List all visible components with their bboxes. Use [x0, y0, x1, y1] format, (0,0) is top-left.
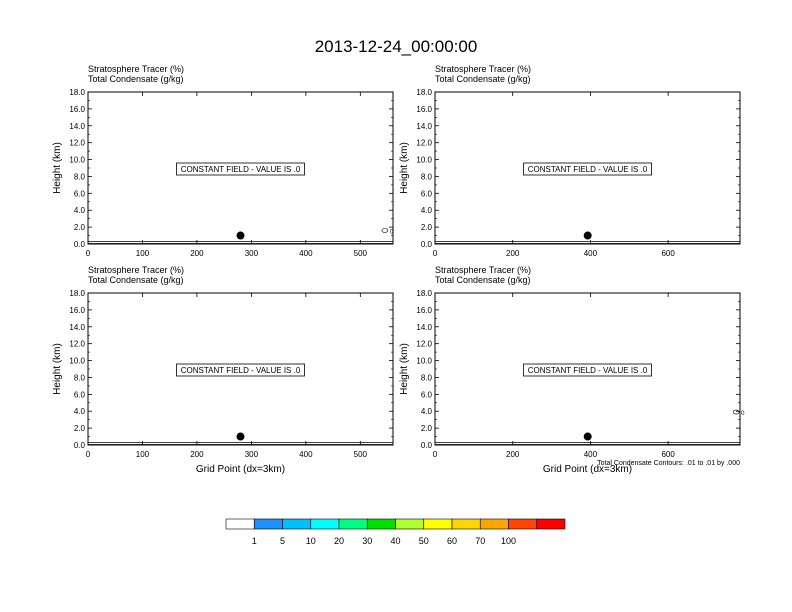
- contour-label: 0: [741, 411, 745, 418]
- colorbar-label: 100: [500, 536, 517, 546]
- x-tick-label: 400: [299, 450, 313, 459]
- y-tick-label: 16.0: [416, 104, 432, 114]
- field-label-tracer: Stratosphere Tracer (%): [435, 64, 532, 74]
- colorbar-label: 70: [475, 536, 486, 546]
- y-tick-label: 10.0: [69, 155, 85, 165]
- y-tick-label: 0.0: [420, 441, 432, 450]
- y-tick-label: 18.0: [416, 88, 432, 97]
- y-tick-label: 6.0: [420, 390, 432, 400]
- x-tick-label: 400: [583, 249, 598, 258]
- x-tick-label: 500: [353, 450, 368, 459]
- panels-group: [52, 64, 745, 475]
- y-tick-label: 6.0: [73, 390, 85, 400]
- y-axis-label: Height (km): [399, 142, 410, 194]
- y-tick-label: 18.0: [69, 289, 85, 298]
- colorbar-label: 1: [251, 536, 257, 546]
- constant-field-label: CONSTANT FIELD - VALUE IS .0: [180, 366, 301, 375]
- x-tick-label: 200: [506, 450, 520, 459]
- y-tick-label: 16.0: [69, 104, 85, 114]
- y-tick-label: 0.0: [73, 441, 85, 450]
- x-tick-label: 0: [85, 249, 91, 258]
- colorbar-swatch: [480, 519, 508, 529]
- x-tick-label: 400: [299, 249, 313, 258]
- x-tick-label: 100: [135, 450, 150, 459]
- constant-field-label: CONSTANT FIELD - VALUE IS .0: [180, 165, 301, 174]
- y-tick-label: 14.0: [416, 322, 432, 332]
- y-tick-label: 8.0: [420, 373, 432, 383]
- y-tick-label: 18.0: [416, 289, 432, 298]
- colorbar: [226, 519, 565, 546]
- field-label-condensate: Total Condensate (g/kg): [435, 74, 531, 84]
- y-tick-label: 8.0: [73, 172, 85, 182]
- y-axis-label: Height (km): [52, 142, 63, 194]
- y-tick-label: 2.0: [73, 223, 85, 233]
- field-label-condensate: Total Condensate (g/kg): [88, 275, 184, 285]
- x-tick-label: 500: [353, 249, 368, 258]
- location-marker: [584, 433, 592, 441]
- colorbar-swatch: [537, 519, 565, 529]
- contour-line: [382, 228, 388, 232]
- contour-line: [733, 410, 739, 414]
- constant-field-label: CONSTANT FIELD - VALUE IS .0: [527, 165, 648, 174]
- panel-4: [399, 265, 745, 475]
- field-label-condensate: Total Condensate (g/kg): [435, 275, 531, 285]
- field-label-tracer: Stratosphere Tracer (%): [88, 64, 185, 74]
- y-tick-label: 2.0: [420, 223, 432, 233]
- x-tick-label: 200: [190, 249, 204, 258]
- colorbar-swatch: [424, 519, 452, 529]
- location-marker: [584, 232, 592, 240]
- colorbar-swatch: [452, 519, 480, 529]
- colorbar-label: 20: [333, 536, 345, 546]
- colorbar-label: 40: [390, 536, 401, 546]
- x-tick-label: 300: [244, 450, 259, 459]
- panel-2: [399, 64, 740, 258]
- colorbar-swatch: [339, 519, 367, 529]
- x-tick-label: 0: [432, 450, 438, 459]
- x-tick-label: 200: [506, 249, 520, 258]
- y-tick-label: 14.0: [416, 121, 432, 131]
- colorbar-swatch: [367, 519, 395, 529]
- y-tick-label: 12.0: [69, 339, 85, 349]
- x-axis-label: Grid Point (dx=3km): [542, 464, 633, 475]
- colorbar-label: 30: [362, 536, 373, 546]
- y-tick-label: 18.0: [69, 88, 85, 97]
- y-tick-label: 12.0: [416, 138, 432, 148]
- x-tick-label: 600: [661, 450, 675, 459]
- x-tick-label: 200: [190, 450, 204, 459]
- x-tick-label: 0: [85, 450, 91, 459]
- y-tick-label: 10.0: [416, 356, 432, 366]
- y-tick-label: 0.0: [73, 240, 85, 249]
- y-tick-label: 10.0: [416, 155, 432, 165]
- field-label-tracer: Stratosphere Tracer (%): [435, 265, 532, 275]
- colorbar-label: 5: [279, 536, 286, 546]
- y-tick-label: 8.0: [420, 172, 432, 182]
- x-axis-label: Grid Point (dx=3km): [195, 464, 286, 475]
- y-tick-label: 12.0: [69, 138, 85, 148]
- y-tick-label: 16.0: [416, 305, 432, 315]
- contour-footnote: Total Condensate Contours: .01 to .01 by .000: [597, 460, 740, 467]
- figure-title: 2013-12-24_00:00:00: [314, 37, 478, 56]
- y-tick-label: 10.0: [69, 356, 85, 366]
- y-tick-label: 4.0: [420, 206, 432, 216]
- x-tick-label: 300: [244, 249, 259, 258]
- field-label-tracer: Stratosphere Tracer (%): [88, 265, 185, 275]
- y-tick-label: 14.0: [69, 322, 85, 332]
- x-tick-label: 100: [135, 249, 150, 258]
- colorbar-swatch: [254, 519, 282, 529]
- y-tick-label: 4.0: [73, 407, 85, 417]
- y-tick-label: 16.0: [69, 305, 85, 315]
- y-axis-label: Height (km): [52, 343, 63, 395]
- x-tick-label: 0: [432, 249, 438, 258]
- location-marker: [237, 433, 245, 441]
- y-tick-label: 0.0: [420, 240, 432, 249]
- location-marker: [237, 232, 245, 240]
- x-tick-label: 400: [583, 450, 598, 459]
- y-tick-label: 4.0: [420, 407, 432, 417]
- y-tick-label: 2.0: [420, 424, 432, 434]
- y-tick-label: 2.0: [73, 424, 85, 434]
- y-tick-label: 8.0: [73, 373, 85, 383]
- colorbar-label: 10: [305, 536, 316, 546]
- contour-label: 0: [389, 229, 394, 236]
- y-tick-label: 6.0: [420, 189, 432, 199]
- field-label-condensate: Total Condensate (g/kg): [88, 74, 184, 84]
- panel-1: [52, 64, 394, 258]
- y-tick-label: 6.0: [73, 189, 85, 199]
- y-tick-label: 12.0: [416, 339, 432, 349]
- constant-field-label: CONSTANT FIELD - VALUE IS .0: [527, 366, 648, 375]
- colorbar-swatch: [396, 519, 424, 529]
- colorbar-swatch: [509, 519, 537, 529]
- y-tick-label: 14.0: [69, 121, 85, 131]
- panel-3: [52, 265, 393, 475]
- y-axis-label: Height (km): [399, 343, 410, 395]
- colorbar-swatch: [226, 519, 254, 529]
- y-tick-label: 4.0: [73, 206, 85, 216]
- colorbar-label: 60: [446, 536, 458, 546]
- colorbar-swatch: [311, 519, 339, 529]
- x-tick-label: 600: [661, 249, 675, 258]
- colorbar-swatch: [283, 519, 311, 529]
- colorbar-label: 50: [418, 536, 429, 546]
